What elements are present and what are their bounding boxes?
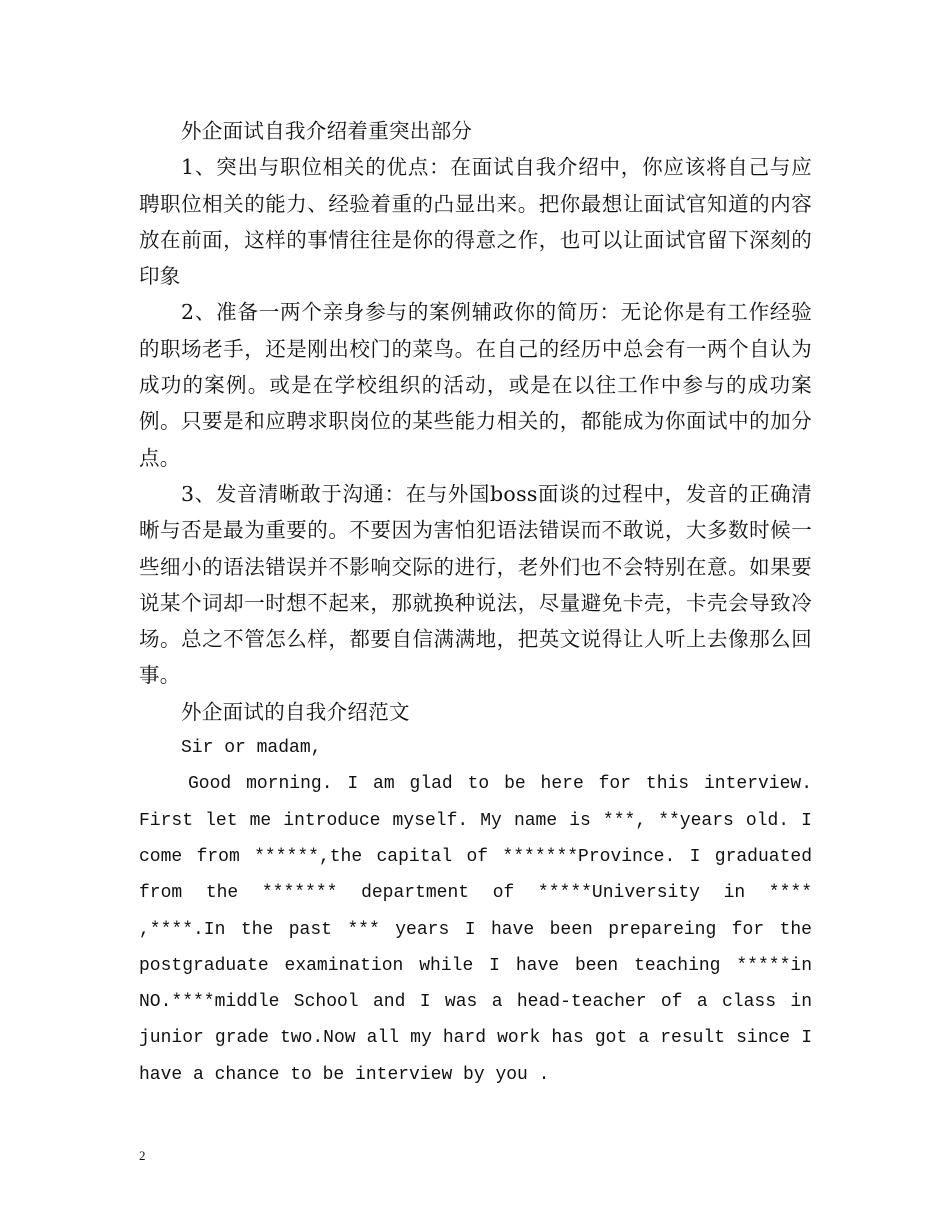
page-number: 2	[139, 1148, 146, 1163]
section-heading-sample: 外企面试的自我介绍范文	[181, 699, 410, 724]
paragraph-point-1: 1、突出与职位相关的优点：在面试自我介绍中，你应该将自己与应聘职位相关的能力、经验着重的凸显出来。把你最想让面试官知道的内容放在前面，这样的事情往往是你的得意之作，也可以让面试官留下深刻的印象	[139, 155, 812, 289]
sample-body-paragraph: Good morning. I am glad to be here for this interview. First let me introduce myself. My name is ***, **years old. I come from ******,the capital of *******Province. I graduated from the ******* department of *****University in **** ,****.In the past *** years I have been prepareing for the postgraduate examination while I have been teaching *****in NO.****middle School and I was a head-teacher of a class in junior grade two.Now all my hard work has got a result since I have a chance to be interview by you .	[139, 774, 812, 1085]
sample-salutation: Sir or madam,	[181, 738, 322, 759]
paragraph-point-2: 2、准备一两个亲身参与的案例辅政你的简历：无论你是有工作经验的职场老手，还是刚出校门的菜鸟。在自己的经历中总会有一两个自认为成功的案例。或是在学校组织的活动，或是在以往工作中参与的成功案例。只要是和应聘求职岗位的某些能力相关的，都能成为你面试中的加分点。	[139, 300, 812, 470]
section-heading-key-points: 外企面试自我介绍着重突出部分	[181, 119, 473, 143]
paragraph-point-3: 3、发音清晰敢于沟通：在与外国boss面谈的过程中，发音的正确清晰与否是最为重要的。不要因为害怕犯语法错误而不敢说，大多数时候一些细小的语法错误并不影响交际的进行，老外们也不会特别在意。如果要说某个词却一时想不起来，那就换种说法，尽量避免卡壳，卡壳会导致冷场。总之不管怎么样，都要自信满满地，把英文说得让人听上去像那么回事。	[139, 481, 812, 688]
document-content	[139, 113, 812, 1093]
